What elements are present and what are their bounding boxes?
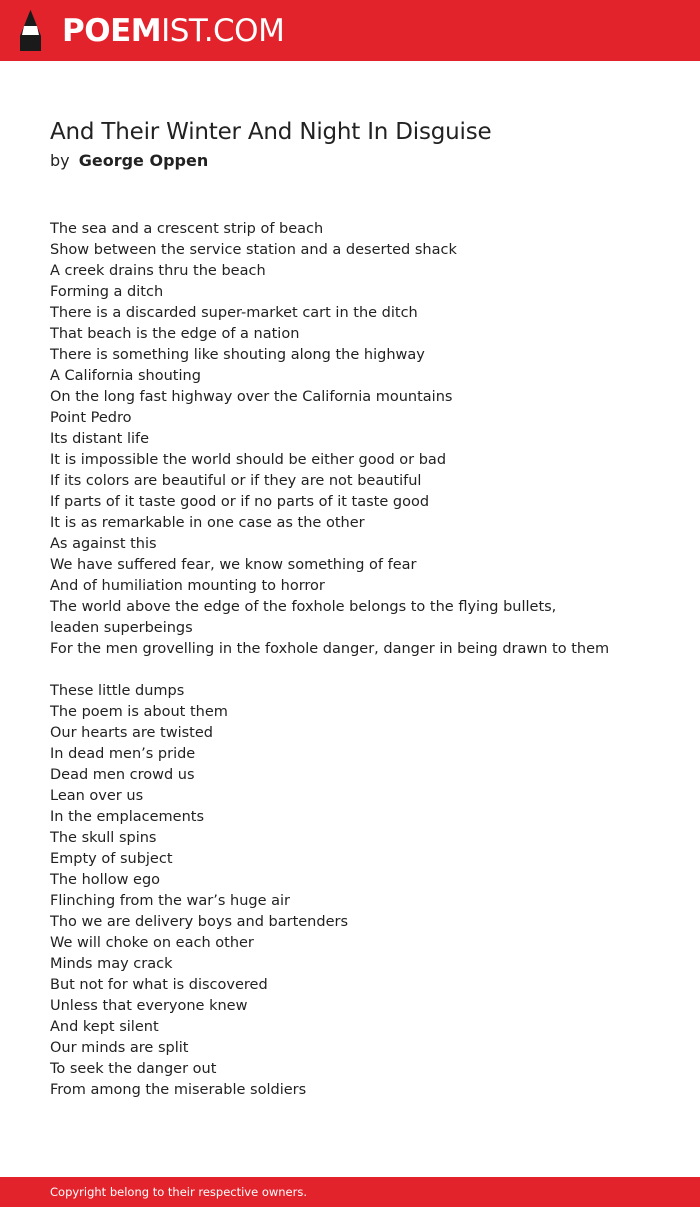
site-logo[interactable] [62,11,284,51]
poem-line: If parts of it taste good or if no parts of it taste good [50,494,430,510]
poem-line: It is impossible the world should be either good or bad [50,452,447,468]
poem-line: The skull spins [50,830,157,846]
poem-line: On the long fast highway over the California mountains [50,389,453,405]
poem-line: Our hearts are twisted [50,725,213,741]
poem-line: In the emplacements [50,809,205,825]
poem-line: In dead men’s pride [50,746,196,762]
poem-line: Empty of subject [50,851,173,867]
poem-line: Unless that everyone knew [50,998,248,1014]
poem-line: There is a discarded super-market cart in the ditch [50,305,418,321]
site-header [0,0,700,61]
poem-line: For the men grovelling in the foxhole danger, danger in being drawn to them [50,641,610,657]
poem-line: Lean over us [50,788,144,804]
byline [50,150,670,172]
poem-line: Point Pedro [50,410,132,426]
poem-body [50,219,670,1101]
poem-line: It is as remarkable in one case as the other [50,515,365,531]
poem-line: We have suffered fear, we know something of fear [50,557,417,573]
poem-line: And of humiliation mounting to horror [50,578,325,594]
poem-line: A creek drains thru the beach [50,263,266,279]
poem-line: There is something like shouting along the highway [50,347,425,363]
by-label: by [50,151,70,170]
poem-line: The world above the edge of the foxhole belongs to the flying bullets, [50,599,557,615]
site-footer [0,1177,700,1207]
poem-line: Our minds are split [50,1040,189,1056]
poem-line: And kept silent [50,1019,159,1035]
poem-line: Forming a ditch [50,284,164,300]
poem-line: Show between the service station and a deserted shack [50,242,457,258]
pencil-logo-icon[interactable] [17,9,44,52]
poem-line: These little dumps [50,683,185,699]
poem-line: As against this [50,536,157,552]
poem-line: The poem is about them [50,704,228,720]
poem-line: Tho we are delivery boys and bartenders [50,914,349,930]
poem-line: Dead men crowd us [50,767,195,783]
poem-line: The sea and a crescent strip of beach [50,221,324,237]
poem-line: Minds may crack [50,956,173,972]
poem-line: To seek the danger out [50,1061,217,1077]
poem-line: We will choke on each other [50,935,254,951]
poem-title: And Their Winter And Night In Disguise [50,119,492,145]
poem-line: leaden superbeings [50,620,193,636]
poem-line: Its distant life [50,431,150,447]
poem-line: A California shouting [50,368,201,384]
poem-line: Flinching from the war’s huge air [50,893,291,909]
author-name: George Oppen [78,151,209,170]
logo-text-bold: POEM [62,13,162,49]
poem-line: But not for what is discovered [50,977,268,993]
poem-line: The hollow ego [50,872,161,888]
logo-text-rest: IST.COM [161,13,285,49]
copyright-text: Copyright belong to their respective owners. [50,1185,308,1199]
poem-line: From among the miserable soldiers [50,1082,307,1098]
poem-line: If its colors are beautiful or if they are not beautiful [50,473,422,489]
stanza-break [50,660,670,681]
poem-header [50,114,670,172]
poem-line: That beach is the edge of a nation [50,326,300,342]
